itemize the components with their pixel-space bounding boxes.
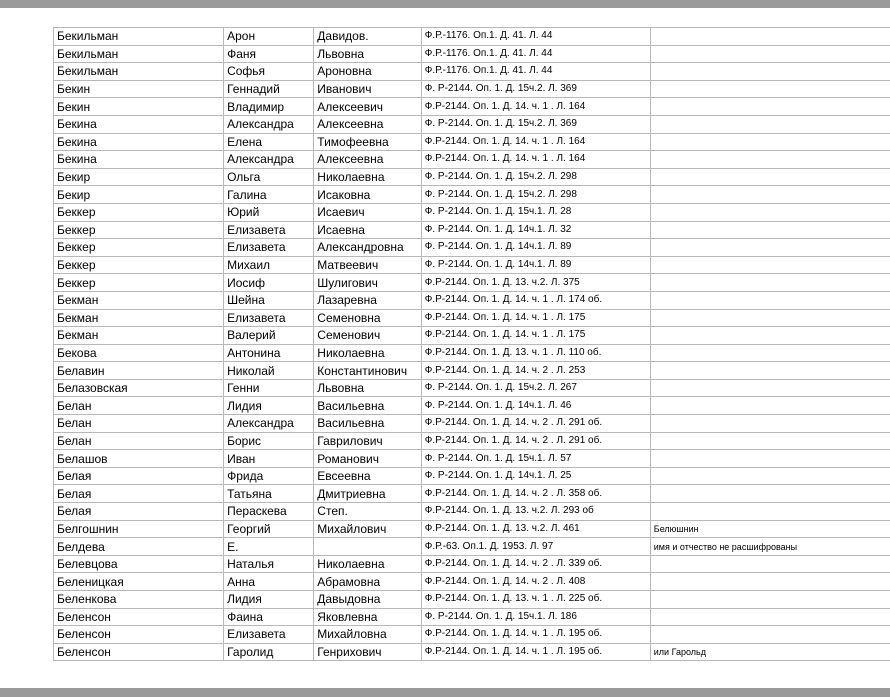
table-row: [54, 274, 890, 292]
note-cell: [650, 309, 890, 327]
table-row: [54, 80, 890, 98]
patronymic-cell: Николаевна: [314, 344, 421, 362]
note-cell: [650, 186, 890, 204]
patronymic-cell: Генрихович: [314, 643, 421, 661]
source-cell: Ф. Р-2144. Оп. 1. Д. 15ч.1. Л. 28: [421, 203, 650, 221]
source-cell: Ф.Р-2144. Оп. 1. Д. 14. ч. 1 . Л. 195 об.: [421, 626, 650, 644]
name-cell: Иван: [224, 450, 314, 468]
name-cell: Елизавета: [224, 309, 314, 327]
patronymic-cell: Яковлевна: [314, 608, 421, 626]
name-cell: Генни: [224, 379, 314, 397]
table-row: [54, 415, 890, 433]
patronymic-cell: Семеновна: [314, 309, 421, 327]
note-cell: [650, 591, 890, 609]
table-row: [54, 186, 890, 204]
patronymic-cell: Васильевна: [314, 415, 421, 433]
note-cell: [650, 573, 890, 591]
note-cell: [650, 80, 890, 98]
surname-cell: Белая: [54, 467, 224, 485]
name-cell: Михаил: [224, 256, 314, 274]
source-cell: Ф. Р-2144. Оп. 1. Д. 14ч.1. Л. 32: [421, 221, 650, 239]
source-cell: Ф.Р.-1176. Оп.1. Д. 41. Л. 44: [421, 28, 650, 46]
table-row: [54, 591, 890, 609]
source-cell: Ф.Р-2144. Оп. 1. Д. 14. ч. 1 . Л. 174 об.: [421, 291, 650, 309]
patronymic-cell: Львовна: [314, 379, 421, 397]
note-cell: [650, 291, 890, 309]
table-row: [54, 432, 890, 450]
surname-cell: Бекир: [54, 186, 224, 204]
name-cell: Елена: [224, 133, 314, 151]
name-cell: Фрида: [224, 467, 314, 485]
table-row: [54, 608, 890, 626]
name-cell: Фаина: [224, 608, 314, 626]
name-cell: Е.: [224, 538, 314, 556]
source-cell: Ф. Р-2144. Оп. 1. Д. 14ч.1. Л. 25: [421, 467, 650, 485]
patronymic-cell: Исаевич: [314, 203, 421, 221]
patronymic-cell: Николаевна: [314, 555, 421, 573]
patronymic-cell: Николаевна: [314, 168, 421, 186]
table-row: [54, 63, 890, 81]
source-cell: Ф. Р-2144. Оп. 1. Д. 15ч.2. Л. 298: [421, 186, 650, 204]
surname-cell: Беленкова: [54, 591, 224, 609]
name-cell: Софья: [224, 63, 314, 81]
note-cell: [650, 555, 890, 573]
note-cell: [650, 344, 890, 362]
surname-cell: Беленицкая: [54, 573, 224, 591]
surname-cell: Бекман: [54, 327, 224, 345]
note-cell: [650, 221, 890, 239]
source-cell: Ф.Р-2144. Оп. 1. Д. 13. ч.2. Л. 293 об: [421, 503, 650, 521]
table-row: [54, 520, 890, 538]
note-cell: [650, 28, 890, 46]
surname-cell: Белазовская: [54, 379, 224, 397]
register-table-body: [54, 28, 890, 661]
patronymic-cell: Тимофеевна: [314, 133, 421, 151]
table-row: [54, 115, 890, 133]
table-row: [54, 239, 890, 257]
name-cell: Антонина: [224, 344, 314, 362]
name-cell: Геннадий: [224, 80, 314, 98]
patronymic-cell: Михайлович: [314, 520, 421, 538]
note-cell: [650, 415, 890, 433]
document-page: [0, 8, 890, 688]
note-cell: [650, 133, 890, 151]
note-cell: или Гарольд: [650, 643, 890, 661]
table-row: [54, 291, 890, 309]
name-cell: Иосиф: [224, 274, 314, 292]
table-row: [54, 133, 890, 151]
name-cell: Фаня: [224, 45, 314, 63]
patronymic-cell: Семенович: [314, 327, 421, 345]
source-cell: Ф.Р-2144. Оп. 1. Д. 13. ч.2. Л. 461: [421, 520, 650, 538]
note-cell: Белюшнин: [650, 520, 890, 538]
name-cell: Александра: [224, 115, 314, 133]
table-row: [54, 45, 890, 63]
surname-cell: Белая: [54, 503, 224, 521]
source-cell: Ф.Р-2144. Оп. 1. Д. 13. ч.2. Л. 375: [421, 274, 650, 292]
patronymic-cell: Дмитриевна: [314, 485, 421, 503]
name-cell: Наталья: [224, 555, 314, 573]
surname-cell: Бекина: [54, 115, 224, 133]
table-row: [54, 28, 890, 46]
name-cell: Лидия: [224, 591, 314, 609]
name-cell: Николай: [224, 362, 314, 380]
table-row: [54, 221, 890, 239]
patronymic-cell: Львовна: [314, 45, 421, 63]
patronymic-cell: Ароновна: [314, 63, 421, 81]
surname-cell: Бекман: [54, 309, 224, 327]
note-cell: [650, 63, 890, 81]
viewer-top-bar: [0, 0, 890, 8]
note-cell: [650, 608, 890, 626]
note-cell: [650, 45, 890, 63]
note-cell: [650, 626, 890, 644]
table-row: [54, 379, 890, 397]
patronymic-cell: Матвеевич: [314, 256, 421, 274]
table-row: [54, 203, 890, 221]
patronymic-cell: Шулигович: [314, 274, 421, 292]
table-row: [54, 503, 890, 521]
source-cell: Ф.Р-2144. Оп. 1. Д. 13. ч. 1 . Л. 225 об.: [421, 591, 650, 609]
source-cell: Ф.Р-2144. Оп. 1. Д. 14. ч. 2 . Л. 291 об.: [421, 415, 650, 433]
note-cell: [650, 379, 890, 397]
table-row: [54, 485, 890, 503]
patronymic-cell: Исаевна: [314, 221, 421, 239]
surname-cell: Бекман: [54, 291, 224, 309]
name-cell: Владимир: [224, 98, 314, 116]
table-row: [54, 344, 890, 362]
name-cell: Арон: [224, 28, 314, 46]
patronymic-cell: Михайловна: [314, 626, 421, 644]
note-cell: [650, 239, 890, 257]
note-cell: [650, 168, 890, 186]
patronymic-cell: Евсеевна: [314, 467, 421, 485]
patronymic-cell: Александровна: [314, 239, 421, 257]
surname-cell: Бекина: [54, 151, 224, 169]
table-row: [54, 327, 890, 345]
name-cell: Елизавета: [224, 626, 314, 644]
source-cell: Ф.Р-2144. Оп. 1. Д. 14. ч. 1 . Л. 164: [421, 133, 650, 151]
patronymic-cell: Алексеевич: [314, 98, 421, 116]
table-row: [54, 555, 890, 573]
name-cell: Елизавета: [224, 239, 314, 257]
source-cell: Ф.Р-2144. Оп. 1. Д. 14. ч. 2 . Л. 339 об.: [421, 555, 650, 573]
source-cell: Ф.Р-2144. Оп. 1. Д. 14. ч. 1 . Л. 175: [421, 327, 650, 345]
surname-cell: Беккер: [54, 274, 224, 292]
note-cell: [650, 467, 890, 485]
source-cell: Ф.Р-2144. Оп. 1. Д. 14. ч. 1 . Л. 164: [421, 98, 650, 116]
table-row: [54, 538, 890, 556]
note-cell: [650, 450, 890, 468]
name-cell: Лидия: [224, 397, 314, 415]
surname-cell: Беккер: [54, 221, 224, 239]
source-cell: Ф.Р-2144. Оп. 1. Д. 14. ч. 2 . Л. 358 об.: [421, 485, 650, 503]
source-cell: Ф. Р-2144. Оп. 1. Д. 15ч.2. Л. 369: [421, 80, 650, 98]
name-cell: Шейна: [224, 291, 314, 309]
table-row: [54, 256, 890, 274]
name-cell: Юрий: [224, 203, 314, 221]
table-row: [54, 467, 890, 485]
name-cell: Елизавета: [224, 221, 314, 239]
surname-cell: Беленсон: [54, 608, 224, 626]
note-cell: [650, 256, 890, 274]
patronymic-cell: Алексеевна: [314, 115, 421, 133]
table-row: [54, 573, 890, 591]
source-cell: Ф. Р-2144. Оп. 1. Д. 15ч.2. Л. 298: [421, 168, 650, 186]
source-cell: Ф.Р-2144. Оп. 1. Д. 14. ч. 1 . Л. 195 об.: [421, 643, 650, 661]
surname-cell: Бекова: [54, 344, 224, 362]
source-cell: Ф. Р-2144. Оп. 1. Д. 15ч.2. Л. 267: [421, 379, 650, 397]
surname-cell: Бекильман: [54, 63, 224, 81]
patronymic-cell: Давидов.: [314, 28, 421, 46]
table-row: [54, 168, 890, 186]
note-cell: [650, 327, 890, 345]
patronymic-cell: Константинович: [314, 362, 421, 380]
surname-cell: Бекир: [54, 168, 224, 186]
table-row: [54, 643, 890, 661]
source-cell: Ф.Р-2144. Оп. 1. Д. 13. ч. 1 . Л. 110 об.: [421, 344, 650, 362]
source-cell: Ф.Р.-1176. Оп.1. Д. 41. Л. 44: [421, 63, 650, 81]
source-cell: Ф.Р-2144. Оп. 1. Д. 14. ч. 2 . Л. 253: [421, 362, 650, 380]
surname-cell: Белевцова: [54, 555, 224, 573]
patronymic-cell: Васильевна: [314, 397, 421, 415]
note-cell: [650, 397, 890, 415]
source-cell: Ф. Р-2144. Оп. 1. Д. 15ч.1. Л. 57: [421, 450, 650, 468]
name-cell: Анна: [224, 573, 314, 591]
table-row: [54, 450, 890, 468]
surname-cell: Белавин: [54, 362, 224, 380]
surname-cell: Бекина: [54, 133, 224, 151]
source-cell: Ф. Р-2144. Оп. 1. Д. 15ч.1. Л. 186: [421, 608, 650, 626]
note-cell: [650, 432, 890, 450]
source-cell: Ф.Р-2144. Оп. 1. Д. 14. ч. 1 . Л. 164: [421, 151, 650, 169]
patronymic-cell: Романович: [314, 450, 421, 468]
surname-cell: Беккер: [54, 239, 224, 257]
patronymic-cell: Степ.: [314, 503, 421, 521]
name-cell: Галина: [224, 186, 314, 204]
note-cell: имя и отчество не расшифрованы: [650, 538, 890, 556]
table-row: [54, 626, 890, 644]
register-table: [53, 27, 890, 661]
patronymic-cell: Лазаревна: [314, 291, 421, 309]
surname-cell: Бекин: [54, 80, 224, 98]
source-cell: Ф. Р-2144. Оп. 1. Д. 14ч.1. Л. 89: [421, 256, 650, 274]
surname-cell: Беккер: [54, 256, 224, 274]
note-cell: [650, 203, 890, 221]
name-cell: Борис: [224, 432, 314, 450]
note-cell: [650, 115, 890, 133]
source-cell: Ф.Р.-1176. Оп.1. Д. 41. Л. 44: [421, 45, 650, 63]
source-cell: Ф.Р.-63. Оп.1. Д. 1953. Л. 97: [421, 538, 650, 556]
patronymic-cell: Алексеевна: [314, 151, 421, 169]
note-cell: [650, 485, 890, 503]
patronymic-cell: Давыдовна: [314, 591, 421, 609]
surname-cell: Белан: [54, 432, 224, 450]
patronymic-cell: Гаврилович: [314, 432, 421, 450]
source-cell: Ф.Р-2144. Оп. 1. Д. 14. ч. 2 . Л. 408: [421, 573, 650, 591]
surname-cell: Бекильман: [54, 45, 224, 63]
source-cell: Ф. Р-2144. Оп. 1. Д. 15ч.2. Л. 369: [421, 115, 650, 133]
source-cell: Ф. Р-2144. Оп. 1. Д. 14ч.1. Л. 46: [421, 397, 650, 415]
surname-cell: Белгошнин: [54, 520, 224, 538]
surname-cell: Белая: [54, 485, 224, 503]
source-cell: Ф.Р-2144. Оп. 1. Д. 14. ч. 1 . Л. 175: [421, 309, 650, 327]
table-row: [54, 362, 890, 380]
note-cell: [650, 503, 890, 521]
patronymic-cell: Иванович: [314, 80, 421, 98]
surname-cell: Бекильман: [54, 28, 224, 46]
patronymic-cell: Исаковна: [314, 186, 421, 204]
note-cell: [650, 98, 890, 116]
surname-cell: Беленсон: [54, 626, 224, 644]
table-row: [54, 309, 890, 327]
surname-cell: Беккер: [54, 203, 224, 221]
name-cell: Ольга: [224, 168, 314, 186]
table-row: [54, 98, 890, 116]
surname-cell: Белдева: [54, 538, 224, 556]
surname-cell: Белан: [54, 397, 224, 415]
table-row: [54, 151, 890, 169]
patronymic-cell: [314, 538, 421, 556]
note-cell: [650, 151, 890, 169]
name-cell: Валерий: [224, 327, 314, 345]
viewer-bottom-bar: [0, 688, 890, 697]
table-row: [54, 397, 890, 415]
name-cell: Татьяна: [224, 485, 314, 503]
note-cell: [650, 274, 890, 292]
source-cell: Ф.Р-2144. Оп. 1. Д. 14. ч. 2 . Л. 291 об.: [421, 432, 650, 450]
name-cell: Георгий: [224, 520, 314, 538]
name-cell: Александра: [224, 151, 314, 169]
surname-cell: Бекин: [54, 98, 224, 116]
name-cell: Пераскева: [224, 503, 314, 521]
surname-cell: Белашов: [54, 450, 224, 468]
name-cell: Гаролид: [224, 643, 314, 661]
source-cell: Ф. Р-2144. Оп. 1. Д. 14ч.1. Л. 89: [421, 239, 650, 257]
patronymic-cell: Абрамовна: [314, 573, 421, 591]
name-cell: Александра: [224, 415, 314, 433]
note-cell: [650, 362, 890, 380]
surname-cell: Белан: [54, 415, 224, 433]
surname-cell: Беленсон: [54, 643, 224, 661]
